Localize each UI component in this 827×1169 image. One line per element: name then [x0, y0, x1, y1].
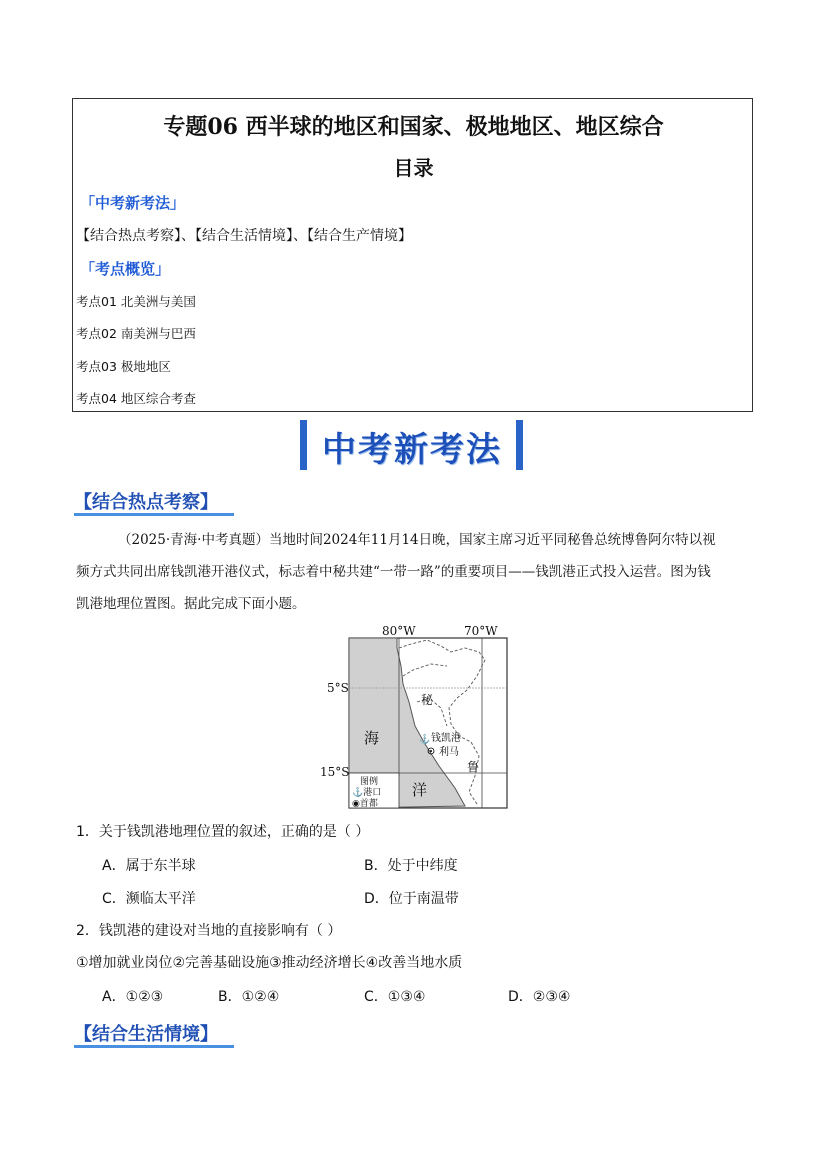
q2-option-c[interactable]: C．①③④ [364, 989, 426, 1005]
legend-capital [352, 796, 378, 809]
section-heading-life: 【结合生活情境】 [74, 1024, 218, 1045]
anchor-icon: ⚓ [352, 788, 364, 798]
legend-title: 图例 [360, 777, 379, 787]
q2-option-b[interactable]: B．①②④ [218, 989, 280, 1005]
map-label-80w: 80°W [382, 624, 416, 638]
map-label-70w: 70°W [464, 624, 498, 638]
question-1-stem: 1．关于钱凯港地理位置的叙述，正确的是（ ） [76, 824, 370, 840]
map-label-capital: 利马 [439, 747, 459, 758]
map-label-sea2: 洋 [412, 781, 428, 799]
toc-item[interactable]: 考点02 南美洲与巴西 [76, 326, 196, 341]
passage-line: （2025·青海·中考真题）当地时间2024年11月14日晚，国家主席习近平同秘鲁总统博鲁阿尔特以视 [118, 532, 716, 548]
legend-port-label: 港口 [363, 788, 382, 798]
q1-option-a[interactable]: A．属于东半球 [102, 858, 196, 874]
section-banner [298, 418, 528, 474]
toc-heading-methods: 「中考新考法」 [80, 194, 186, 212]
map-label-sea1: 海 [364, 729, 380, 747]
banner-title: 中考新考法 [322, 430, 502, 470]
map-label-5s: 5°S [327, 681, 349, 695]
port-anchor-icon: ⚓ [419, 735, 431, 745]
passage-line: 频方式共同出席钱凯港开港仪式，标志着中秘共建“一带一路”的重要项目——钱凯港正式投入运营。图为钱 [76, 564, 711, 580]
q2-option-d[interactable]: D．②③④ [508, 989, 571, 1005]
q1-option-b[interactable]: B．处于中纬度 [364, 858, 458, 874]
section-heading-hotspot: 【结合热点考察】 [74, 492, 218, 513]
question-2-stem: 2．钱凯港的建设对当地的直接影响有（ ） [76, 923, 342, 939]
toc-item[interactable]: 考点04 地区综合考查 [76, 391, 196, 406]
toc-subtitle: 目录 [393, 156, 434, 180]
toc-methods-list: 【结合热点考察】、【结合生活情境】、【结合生产情境】 [76, 228, 412, 244]
capital-icon: ◉ [352, 799, 360, 809]
toc-box [72, 98, 753, 412]
question-2-items: ①增加就业岗位②完善基础设施③推动经济增长④改善当地水质 [76, 955, 463, 971]
section-underline [74, 1045, 234, 1048]
page-title: 专题06 西半球的地区和国家、极地地区、地区综合 [163, 114, 664, 140]
section-underline [74, 513, 234, 516]
passage-line: 凯港地理位置图。据此完成下面小题。 [76, 596, 306, 612]
q1-option-d[interactable]: D．位于南温带 [364, 891, 459, 907]
toc-item[interactable]: 考点03 极地地区 [76, 359, 171, 374]
q1-option-c[interactable]: C．濒临太平洋 [102, 891, 196, 907]
map-label-port: 钱凯港 [431, 733, 461, 744]
toc-item[interactable]: 考点01 北美洲与美国 [76, 294, 196, 309]
map-label-15s: 15°S [320, 765, 350, 779]
toc-heading-overview: 「考点概览」 [80, 260, 171, 278]
map-label-country1: 秘 [421, 693, 434, 707]
map-label-country2: 鲁 [467, 760, 480, 774]
q2-option-a[interactable]: A．①②③ [102, 989, 164, 1005]
legend-capital-label: 首都 [359, 799, 378, 809]
